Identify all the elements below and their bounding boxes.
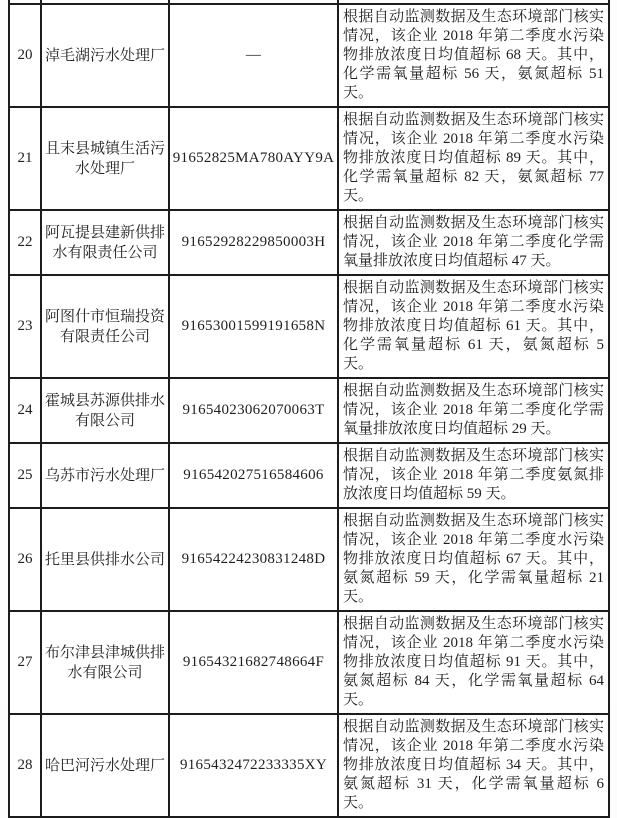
- table-row: [9, 107, 609, 210]
- row-index-cell: 23: [9, 275, 41, 378]
- table-row: [9, 714, 609, 817]
- credit-code-cell: 91654023062070063T: [169, 378, 338, 443]
- violation-description-cell: 根据自动监测数据及生态环境部门核实情况，该企业 2018 年第二季度化学需氧量排放浓度日均值超标 29 天。: [338, 378, 609, 443]
- row-index-cell: 21: [9, 107, 41, 210]
- company-name-cell: 哈巴河污水处理厂: [41, 714, 169, 817]
- row-index-cell: 22: [9, 210, 41, 275]
- credit-code-cell: 91654321682748664F: [169, 611, 338, 714]
- row-index-cell: 24: [9, 378, 41, 443]
- violation-description-cell: 根据自动监测数据及生态环境部门核实情况，该企业 2018 年第二季度水污染物排放浓度日均值超标 61 天。其中，化学需氧量超标 61 天，氨氮超标 5 天。: [338, 275, 609, 378]
- violation-description-cell: 根据自动监测数据及生态环境部门核实情况，该企业 2018 年第二季度化学需氧量排放浓度日均值超标 47 天。: [338, 210, 609, 275]
- table-row: [9, 378, 609, 443]
- company-name-cell: 乌苏市污水处理厂: [41, 443, 169, 508]
- credit-code-cell: 91654224230831248D: [169, 508, 338, 611]
- row-index-cell: 26: [9, 508, 41, 611]
- table-row: [9, 611, 609, 714]
- company-name-cell: 淖毛湖污水处理厂: [41, 4, 169, 107]
- company-name-cell: 阿图什市恒瑞投资有限责任公司: [41, 275, 169, 378]
- credit-code-cell: 91652928229850003H: [169, 210, 338, 275]
- violations-table: [8, 0, 610, 818]
- company-name-cell: 且末县城镇生活污水处理厂: [41, 107, 169, 210]
- violation-description-cell: 根据自动监测数据及生态环境部门核实情况，该企业 2018 年第二季度水污染物排放浓度日均值超标 67 天。其中，氨氮超标 59 天，化学需氧量超标 21 天。: [338, 508, 609, 611]
- credit-code-cell: 916542027516584606: [169, 443, 338, 508]
- violation-description-cell: 根据自动监测数据及生态环境部门核实情况，该企业 2018 年第二季度氨氮排放浓度日均值超标 59 天。: [338, 443, 609, 508]
- company-name-cell: 布尔津县津城供排水有限公司: [41, 611, 169, 714]
- violation-description-cell: 根据自动监测数据及生态环境部门核实情况，该企业 2018 年第二季度水污染物排放浓度日均值超标 89 天。其中，化学需氧量超标 82 天，氨氮超标 77 天。: [338, 107, 609, 210]
- row-index-cell: 28: [9, 714, 41, 817]
- company-name-cell: 阿瓦提县建新供排水有限责任公司: [41, 210, 169, 275]
- table-row: [9, 210, 609, 275]
- company-name-cell: 霍城县苏源供排水有限公司: [41, 378, 169, 443]
- table-row: [9, 275, 609, 378]
- table-row: [9, 508, 609, 611]
- row-index-cell: 25: [9, 443, 41, 508]
- violation-description-cell: 根据自动监测数据及生态环境部门核实情况，该企业 2018 年第二季度水污染物排放浓度日均值超标 68 天。其中，化学需氧量超标 56 天，氨氮超标 51 天。: [338, 4, 609, 107]
- violation-description-cell: 根据自动监测数据及生态环境部门核实情况，该企业 2018 年第二季度水污染物排放浓度日均值超标 91 天。其中，氨氮超标 84 天，化学需氧量超标 64 天。: [338, 611, 609, 714]
- row-index-cell: 20: [9, 4, 41, 107]
- violation-description-cell: 根据自动监测数据及生态环境部门核实情况，该企业 2018 年第二季度水污染物排放浓度日均值超标 34 天。其中，氨氮超标 31 天，化学需氧量超标 6 天。: [338, 714, 609, 817]
- table-row: [9, 443, 609, 508]
- credit-code-cell: —: [169, 4, 338, 107]
- company-name-cell: 托里县供排水公司: [41, 508, 169, 611]
- credit-code-cell: 9165432472233335XY: [169, 714, 338, 817]
- table-row: [9, 4, 609, 107]
- row-index-cell: 27: [9, 611, 41, 714]
- credit-code-cell: 91652825MA780AYY9A: [169, 107, 338, 210]
- credit-code-cell: 91653001599191658N: [169, 275, 338, 378]
